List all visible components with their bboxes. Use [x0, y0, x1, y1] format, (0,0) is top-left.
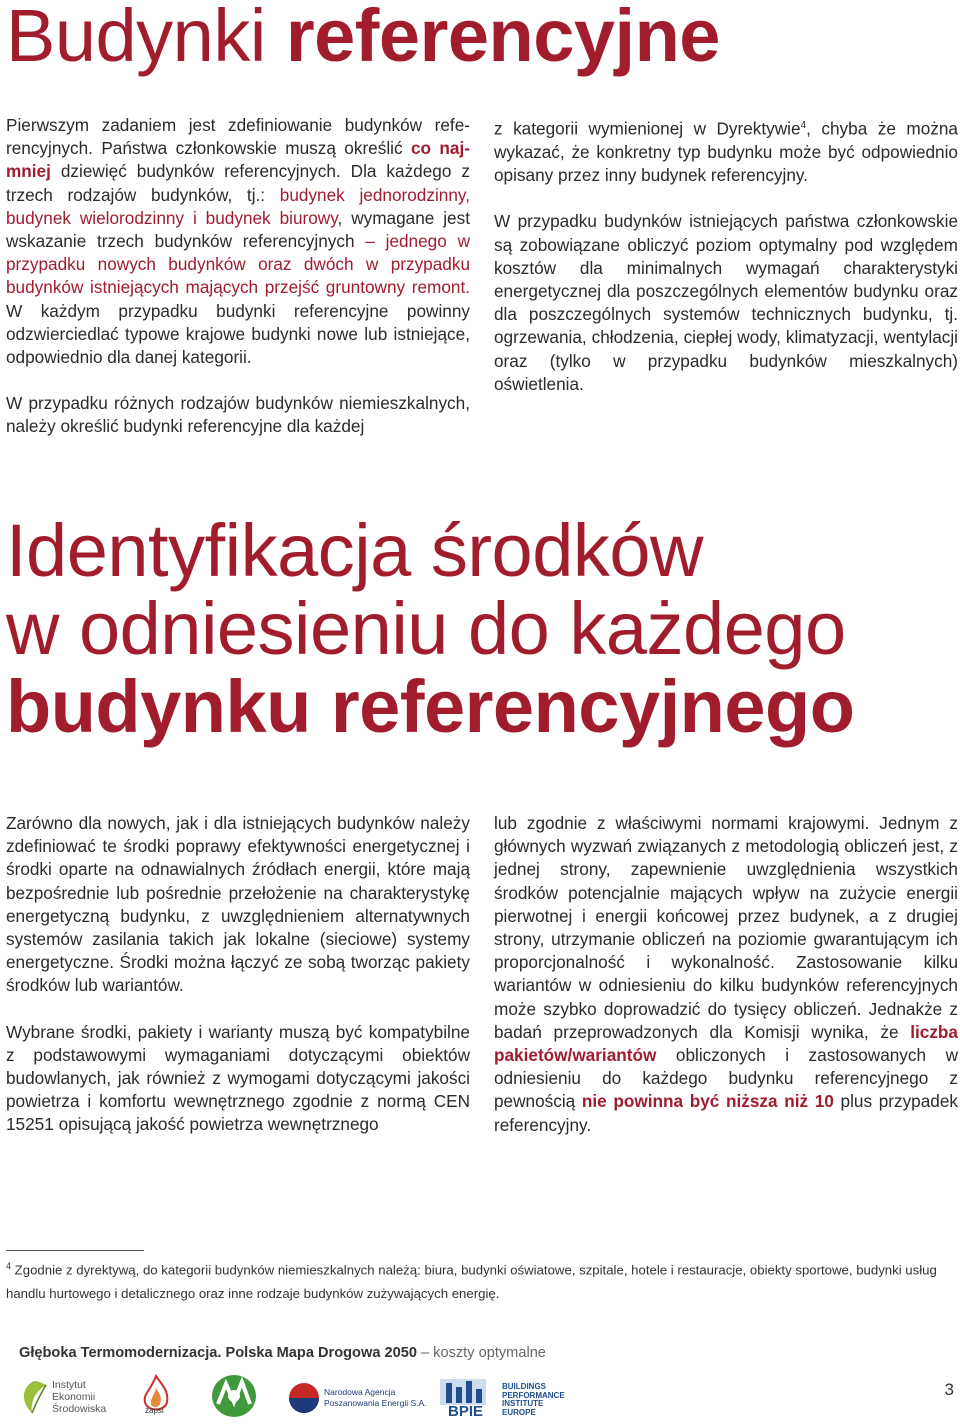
- nape-icon: [288, 1382, 320, 1414]
- emphasis-text: nie powinna być niższa niż 10: [581, 1091, 834, 1112]
- text-column-4: [494, 812, 958, 1137]
- bpie-logo: [436, 1377, 566, 1419]
- text-run: dziewięć budynków referencyjnych. Dla każdego z trzech rodzajów budynków, tj.:: [6, 161, 470, 205]
- heading-line: w odniesieniu do każdego: [6, 587, 846, 670]
- heading-line: Identyfikacja środków: [6, 509, 703, 592]
- paragraph: [494, 812, 958, 1137]
- ies-logo: [14, 1375, 124, 1419]
- nape-logo: [288, 1382, 428, 1414]
- text-column-2: [494, 114, 958, 396]
- text-run: obliczonych i zastosowanych w odniesieniu do każdego budynku referencyjnego z pewnością: [494, 1045, 958, 1112]
- paragraph: Wybrane środki, pakiety i warianty muszą być kompatybilne z podstawowymi wymaganiami dotyczącymi obiektów budowlanych, jak również z wymogami dotyczącymi jakości powietrza i komfortu wewnętrznego zgodnie z normą CEN 15251 opisującą jakość powietrza wewnętrznego: [6, 1021, 470, 1135]
- heading-bold-part: referencyjne: [285, 0, 720, 77]
- logo-text: EUROPE: [502, 1407, 536, 1417]
- footer-title-rest: – koszty optymalne: [416, 1345, 546, 1361]
- footnote-text: Zgodnie z dyrektywą, do kategorii budynków niemieszkalnych należą: biura, budynki oświatowe, szpitale, hotele i restauracje, obiekty sportowe, budynki usług handlu hurtowego i detalicznego oraz inne rodzaje budynków zużywających energię.: [6, 1262, 937, 1302]
- footnote-number: 4: [6, 1261, 12, 1271]
- logo-text: Ekonomii: [52, 1391, 96, 1403]
- paragraph: Zarówno dla nowych, jak i dla istniejących budynków należy zdefiniować te środki poprawy efektywności energetycznej i środki oparte na odnawialnych źródłach energii, które mają bezpośrednie lub pośrednie przełożenie na charakterystykę energetyczną budynku, z uwzględnieniem alternatywnych systemów zasilania takich jak lokalne (sieciowe) systemy energetyczne. Środki można łączyć ze sobą tworząc pakiety środków lub wariantów.: [6, 813, 470, 996]
- footnote-divider: [6, 1250, 144, 1251]
- flame-logo: [133, 1372, 183, 1418]
- paragraph: W przypadku budynków istniejących państwa członkowskie są zobowiązane obliczyć poziom optymalny pod względem kosztów dla minimalnych wymagań charakterystyki energetycznej dla poszczególnych elementów budynku oraz dla poszczególnych systemów technicznych budynku, tj. ogrzewania, chłodzenia, ciepłej wody, klimatyzacji, wentylacji oraz (tylko w przypadku budynków mieszkalnych) oświetlenia.: [494, 211, 958, 394]
- logo-text: INSTITUTE: [502, 1399, 544, 1408]
- emphasis-text: co najmniej: [6, 138, 470, 182]
- text-run: Pierwszym zadaniem jest zdefiniowanie budynków referencyjnych. Państwa członkowskie muszą określić: [6, 115, 470, 159]
- page-heading: [6, 0, 720, 80]
- text-run: , chyba że można wykazać, że konkretny typ budynku może być odpowiednio opisany przez inny budynek referencyjny.: [494, 118, 958, 186]
- text-run: , wymagane jest wskazanie trzech budynków referencyjnych: [6, 207, 470, 252]
- text-run: plus przypadek referencyjny.: [494, 1091, 958, 1135]
- paragraph: [494, 114, 958, 187]
- page-number: 3: [944, 1380, 954, 1399]
- logo-text: PERFORMANCE: [502, 1390, 565, 1400]
- text-run: z kategorii wymienionej w Dyrektywie: [494, 118, 801, 139]
- text-column-3: [6, 812, 470, 1137]
- highlight-text: budynek jednorodzinny, budynek wielorodzinny i budynek biurowy: [6, 184, 470, 228]
- highlight-text: – jednego w przypadku nowych budynków oraz dwóch w przypadku budynków istniejących mających przejść gruntowny remont.: [6, 231, 470, 298]
- paragraph: [6, 114, 470, 369]
- heading-line-bold: budynku referencyjnego: [6, 665, 855, 748]
- footer-title: [19, 1345, 546, 1361]
- section-heading: [6, 509, 855, 748]
- heading-normal-part: Budynki: [6, 0, 286, 77]
- logo-text: Instytut: [52, 1379, 86, 1391]
- footnote: [6, 1254, 960, 1306]
- text-run: W każdym przypadku budynki referencyjne powinny odzwierciedlać typowe krajowe budynki nowe lub istniejące, odpowiednio dla danej kategorii.: [6, 300, 470, 368]
- text-run: lub zgodnie z właściwymi normami krajowymi. Jednym z głównych wyzwań związanych z metodologią obliczeń jest, z jednej strony, zapewnienie uwzględnienia wszystkich środków potencjalnie mających wpływ na zużycie energii pierwotnej i energii końcowej przez budynek, a z drugiej strony, utrzymanie obliczeń na poziomie gwarantującym ich proporcjonalność i wykonalność. Zastosowanie kilku wariantów w odniesieniu do kilku budynków referencyjnych może szybko doprowadzić do tysięcy obliczeń. Jednakże z badań przeprowadzonych dla Komisji wynika, że: [494, 813, 958, 1042]
- logo-text: Narodowa Agencja: [324, 1387, 396, 1397]
- leaf-icon: [14, 1377, 54, 1417]
- logo-text: BUILDINGS: [502, 1382, 546, 1391]
- paragraph: W przypadku różnych rodzajów budynków niemieszkalnych, należy określić budynki referencyjne dla każdej: [6, 393, 470, 437]
- green-emblem-icon: [208, 1372, 260, 1420]
- footer-title-bold: Głęboka Termomodernizacja. Polska Mapa Drogowa 2050: [19, 1345, 417, 1361]
- green-circle-logo: [208, 1372, 260, 1420]
- text-column-1: [6, 114, 470, 439]
- logo-text: BPIE: [448, 1403, 484, 1420]
- logo-text: Poszanowania Energii S.A.: [324, 1398, 427, 1408]
- logo-text: zapsi: [145, 1406, 164, 1415]
- footnote-ref: 4: [800, 120, 807, 131]
- logo-text: Środowiska: [52, 1403, 107, 1415]
- emphasis-text: liczba pakietów/wariantów: [494, 1021, 958, 1066]
